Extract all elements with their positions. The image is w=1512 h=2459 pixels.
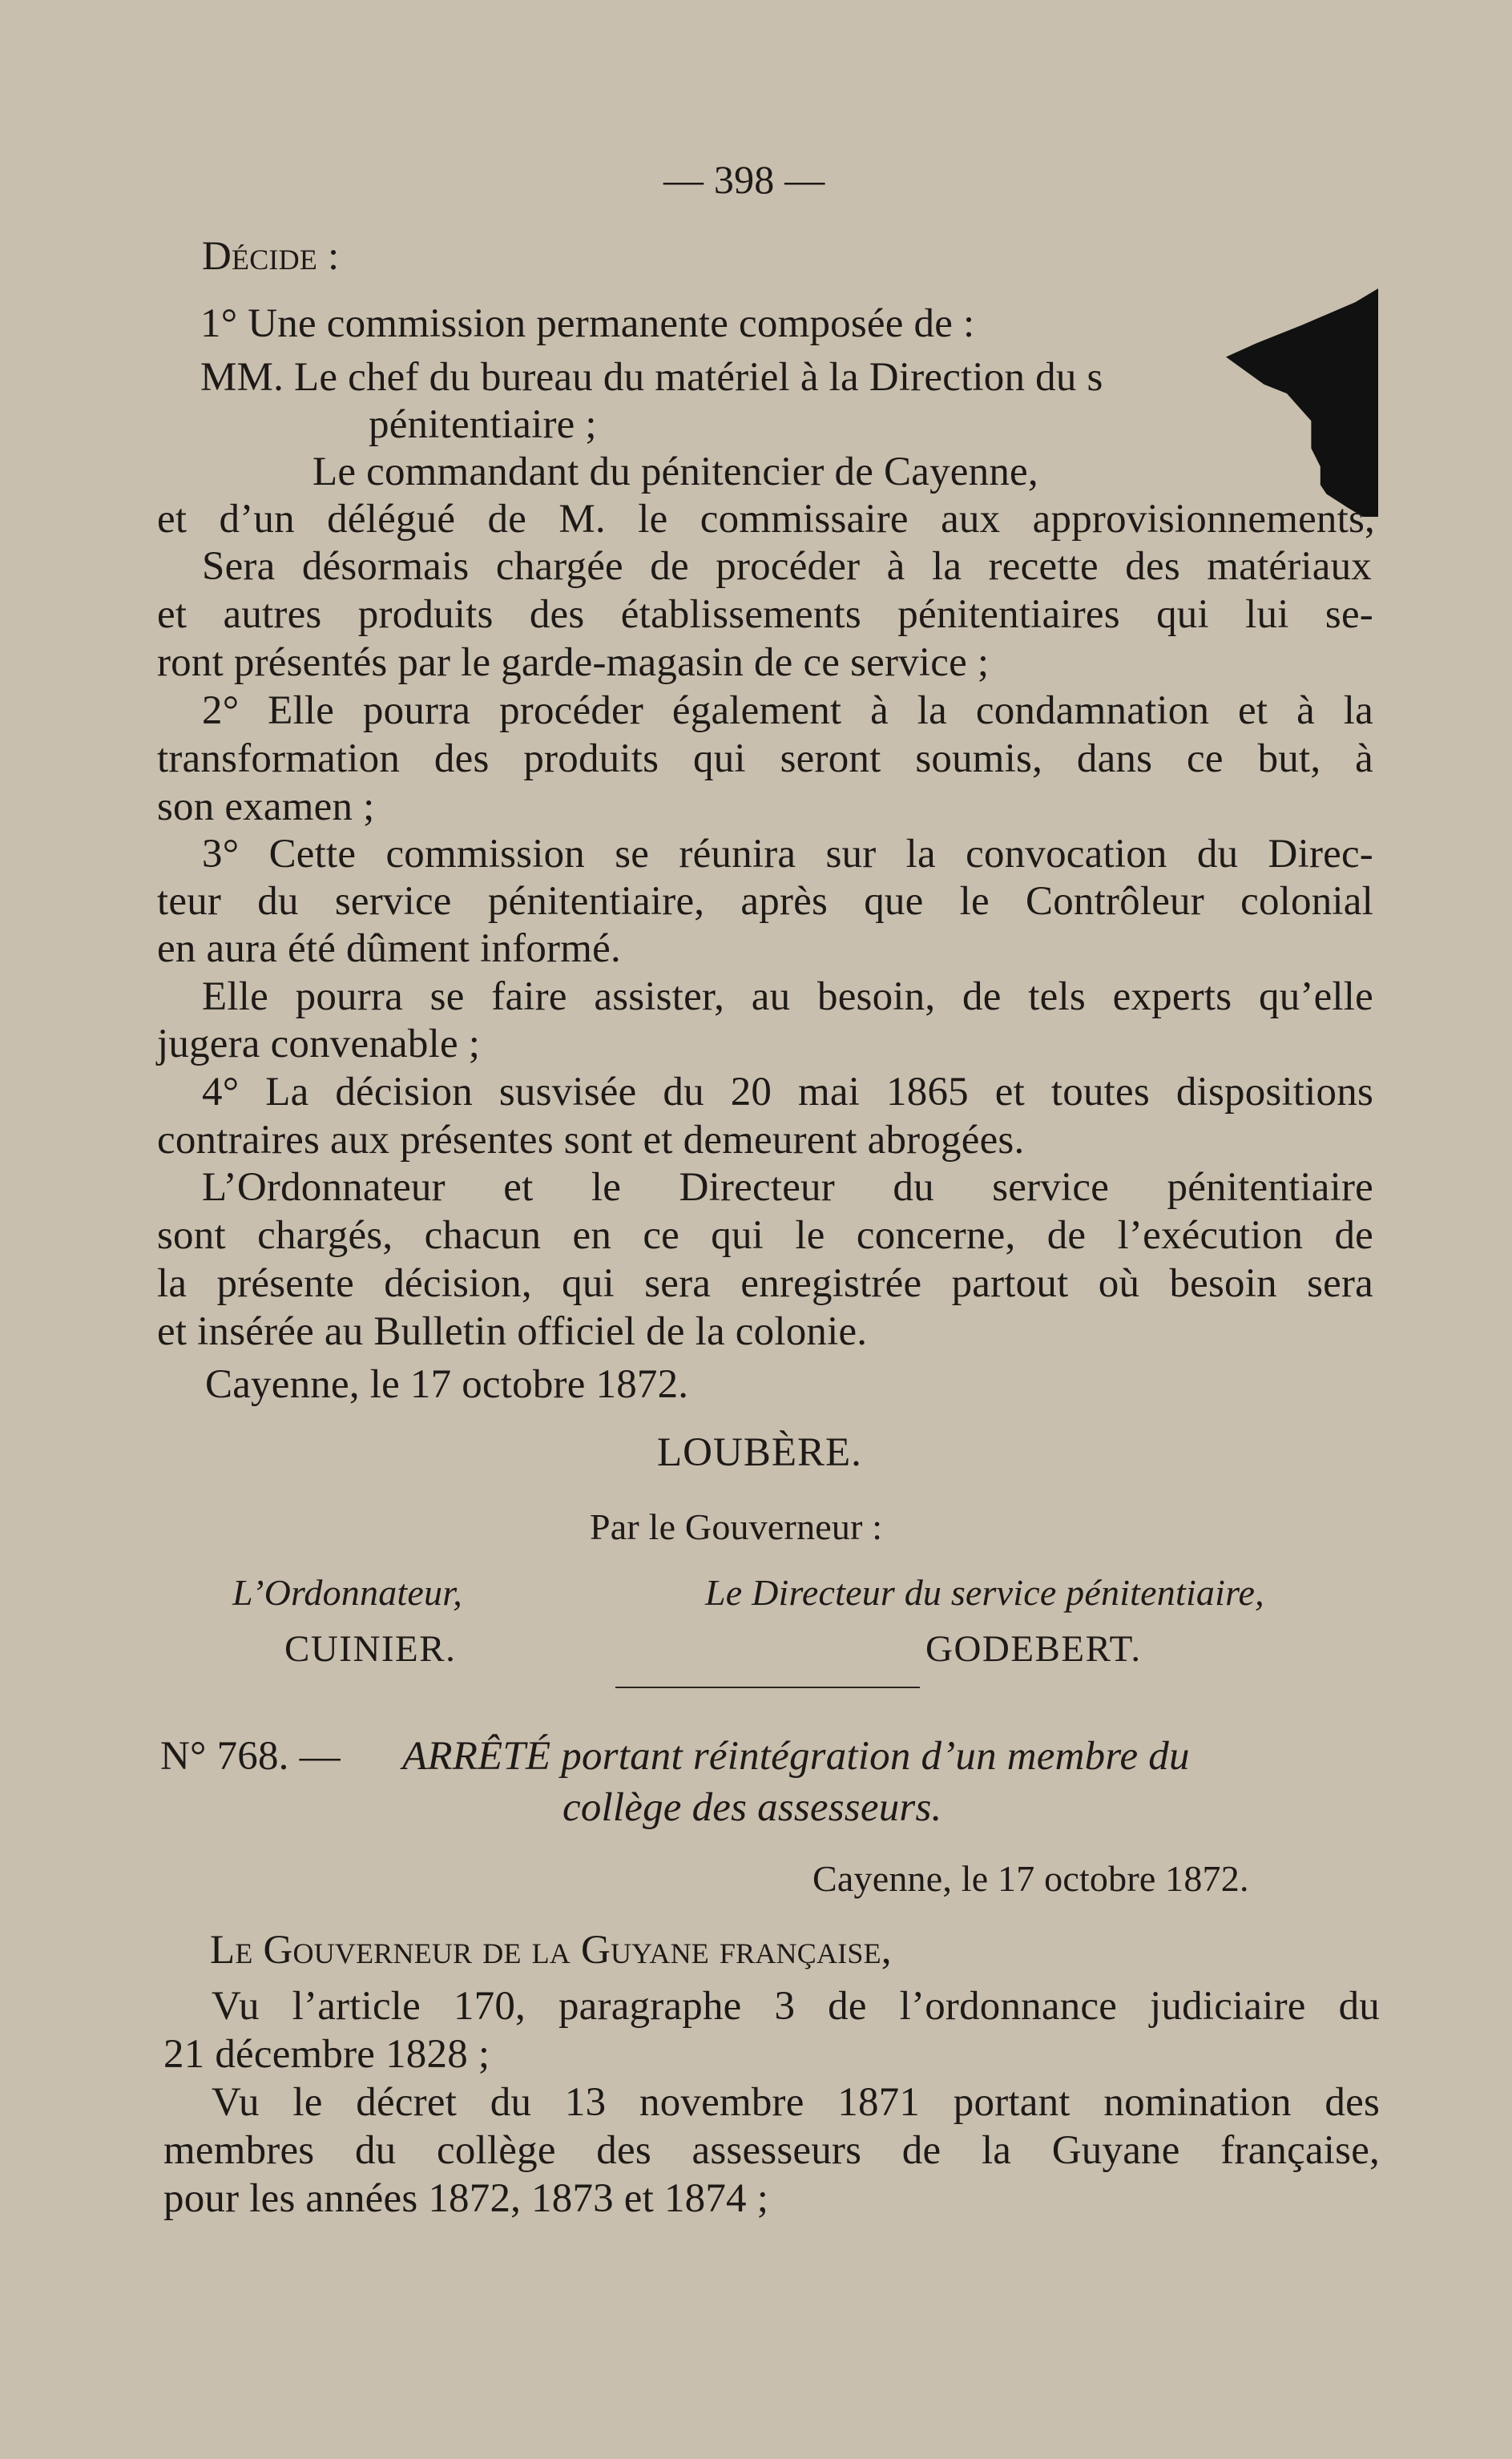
right-signature-title: Le Directeur du service pénitentiaire,: [705, 1572, 1264, 1613]
date-line: Cayenne, le 17 octobre 1872.: [205, 1362, 689, 1407]
left-signature-title: L’Ordonnateur,: [232, 1572, 462, 1613]
body-line: sont chargés, chacun en ce qui le concerne, de l’exécution de: [157, 1213, 1373, 1258]
body-line: contraires aux présentes sont et demeurent abrogées.: [157, 1118, 1025, 1163]
body-line: teur du service pénitentiaire, après que le Contrôleur colonial: [157, 879, 1373, 924]
page-number: — 398 —: [663, 157, 825, 202]
body-line: son examen ;: [157, 784, 375, 829]
vu-line: membres du collège des assesseurs de la Guyane française,: [163, 2128, 1380, 2173]
body-line: 2° Elle pourra procéder également à la condamnation et à la: [202, 688, 1373, 733]
vu-line: pour les années 1872, 1873 et 1874 ;: [163, 2176, 769, 2221]
body-line: L’Ordonnateur et le Directeur du service pénitentiaire: [202, 1165, 1373, 1210]
body-line: et autres produits des établissements pénitentiaires qui lui se-: [157, 592, 1373, 637]
body-line: 4° La décision susvisée du 20 mai 1865 et toutes dispositions: [202, 1070, 1373, 1115]
body-line: Elle pourra se faire assister, au besoin, de tels experts qu’elle: [202, 974, 1373, 1019]
decide-label: Décide :: [202, 234, 340, 279]
body-line: 3° Cette commission se réunira sur la convocation du Direc-: [202, 832, 1373, 877]
arrete-title: collège des assesseurs.: [562, 1785, 942, 1830]
par-le-gouverneur: Par le Gouverneur :: [590, 1506, 883, 1547]
body-line: 1° Une commission permanente composée de :: [200, 301, 975, 346]
separator-rule: [615, 1687, 920, 1688]
ink-stain: [1226, 288, 1378, 517]
arrete-date: Cayenne, le 17 octobre 1872.: [812, 1858, 1249, 1899]
body-line: Le commandant du pénitencier de Cayenne,: [312, 449, 1038, 494]
body-line: ront présentés par le garde-magasin de ce service ;: [157, 640, 990, 685]
gouverneur-intro: Le Gouverneur de la Guyane française,: [210, 1928, 892, 1973]
body-line: Sera désormais chargée de procéder à la recette des matériaux: [202, 544, 1372, 589]
body-line: et d’un délégué de M. le commissaire aux approvisionnements,: [157, 497, 1375, 542]
body-line: et insérée au Bulletin officiel de la colonie.: [157, 1309, 868, 1354]
right-signature-name: GODEBERT.: [925, 1628, 1142, 1670]
vu-line: 21 décembre 1828 ;: [163, 2032, 490, 2077]
body-line: pénitentiaire ;: [369, 402, 597, 447]
left-signature-name: CUINIER.: [284, 1628, 457, 1670]
body-line: MM. Le chef du bureau du matériel à la Direction du s: [200, 355, 1103, 400]
arrete-title: ARRÊTÉ portant réintégration d’un membre du: [402, 1734, 1190, 1779]
arrete-number: N° 768. —: [160, 1734, 341, 1779]
body-line: en aura été dûment informé.: [157, 926, 621, 971]
vu-line: Vu l’article 170, paragraphe 3 de l’ordonnance judiciaire du: [212, 1984, 1380, 2029]
body-line: la présente décision, qui sera enregistrée partout où besoin sera: [157, 1261, 1373, 1306]
vu-line: Vu le décret du 13 novembre 1871 portant nomination des: [212, 2080, 1380, 2125]
body-line: jugera convenable ;: [157, 1022, 481, 1066]
body-line: transformation des produits qui seront soumis, dans ce but, à: [157, 736, 1373, 781]
signature-main: LOUBÈRE.: [657, 1430, 862, 1475]
